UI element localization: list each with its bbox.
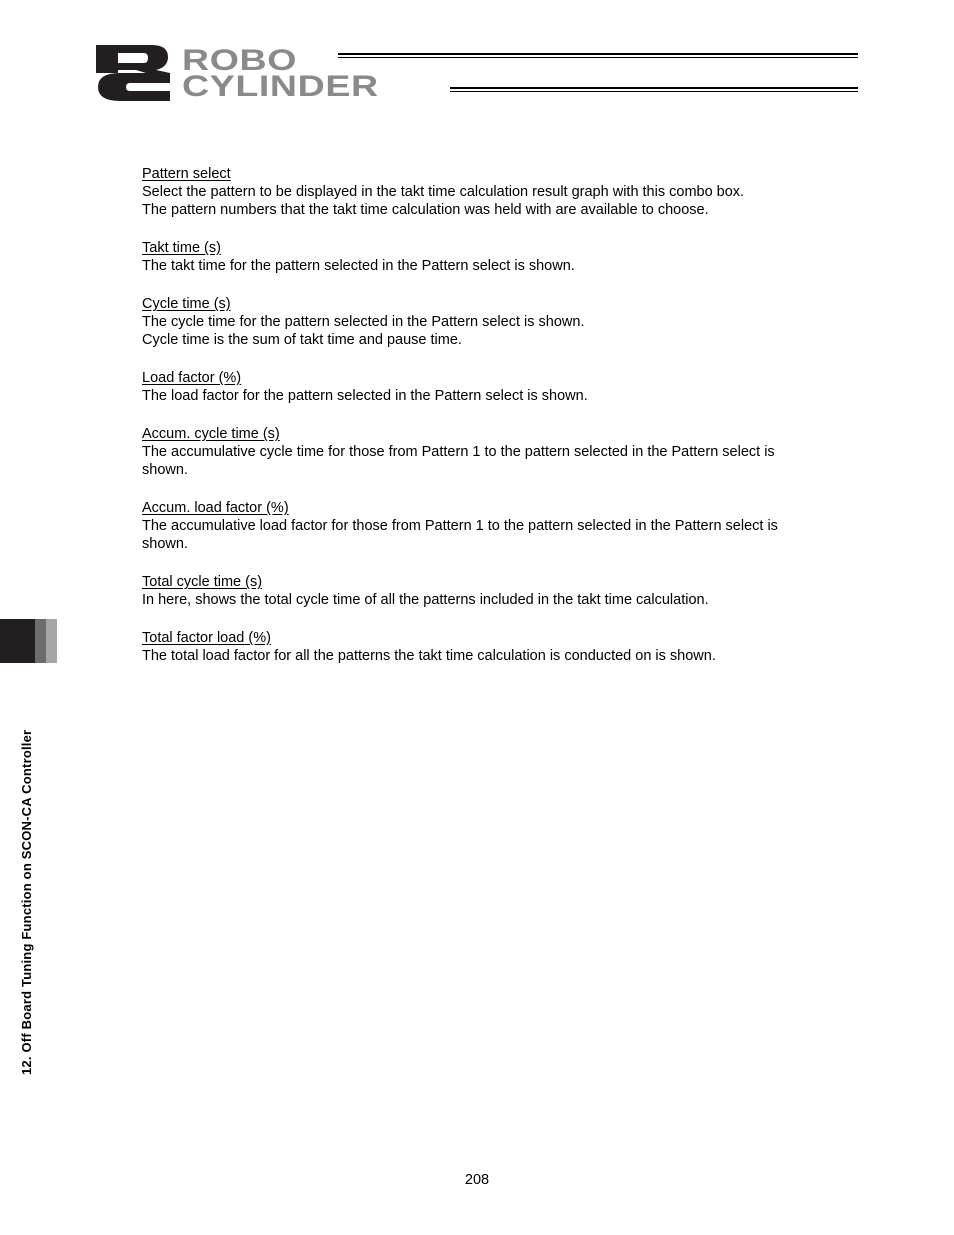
section-heading: Accum. load factor (%)	[142, 500, 289, 516]
section-text: The takt time for the pattern selected in the Pattern select is shown.	[142, 258, 575, 274]
section-load-factor	[142, 369, 842, 405]
section-text: The total load factor for all the patterns the takt time calculation is conducted on is shown.	[142, 648, 716, 664]
section-heading: Takt time (s)	[142, 240, 221, 256]
logo-text-cylinder: CYLINDER	[182, 70, 379, 103]
section-total-cycle-time	[142, 573, 842, 609]
section-text: The load factor for the pattern selected in the Pattern select is shown.	[142, 388, 588, 404]
chapter-side-label: 12. Off Board Tuning Function on SCON-CA Controller	[19, 729, 34, 1075]
chapter-tab-light	[46, 619, 57, 663]
logo-text-robo: ROBO	[182, 44, 297, 77]
section-heading: Total factor load (%)	[142, 630, 271, 646]
section-takt-time	[142, 239, 842, 275]
section-text: The cycle time for the pattern selected in the Pattern select is shown.	[142, 314, 585, 330]
section-pattern-select	[142, 165, 842, 219]
section-text: The accumulative load factor for those from Pattern 1 to the pattern selected in the Pattern select is	[142, 518, 778, 534]
chapter-tab-mid	[35, 619, 46, 663]
section-text: shown.	[142, 536, 188, 552]
robo-cylinder-logo	[96, 43, 858, 101]
section-heading: Pattern select	[142, 166, 231, 182]
section-text: Cycle time is the sum of takt time and pause time.	[142, 332, 462, 348]
section-text: The pattern numbers that the takt time calculation was held with are available to choose.	[142, 202, 709, 218]
section-text: In here, shows the total cycle time of all the patterns included in the takt time calculation.	[142, 592, 709, 608]
section-text: shown.	[142, 462, 188, 478]
section-heading: Total cycle time (s)	[142, 574, 263, 590]
section-heading: Accum. cycle time (s)	[142, 426, 280, 442]
page-number: 208	[464, 1172, 490, 1188]
main-content	[142, 165, 842, 685]
section-heading: Cycle time (s)	[142, 296, 231, 312]
section-accum-load-factor	[142, 499, 842, 553]
section-text: The accumulative cycle time for those from Pattern 1 to the pattern selected in the Pattern select is	[142, 444, 775, 460]
section-cycle-time	[142, 295, 842, 349]
rc-logo-mark-icon	[96, 43, 180, 101]
section-text: Select the pattern to be displayed in the takt time calculation result graph with this combo box.	[142, 184, 745, 200]
section-heading: Load factor (%)	[142, 370, 242, 386]
chapter-tab-dark	[0, 619, 35, 663]
section-accum-cycle-time	[142, 425, 842, 479]
section-total-factor-load	[142, 629, 842, 665]
